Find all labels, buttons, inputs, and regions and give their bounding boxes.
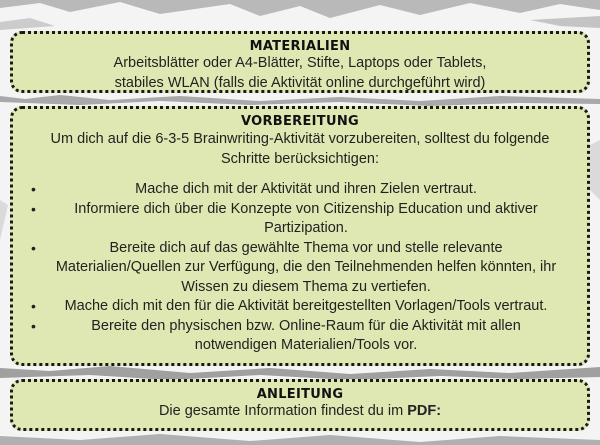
list-item-text: Bereite den physischen bzw. Online-Raum für die Aktivität mit allen notwendigen Materialien/Tools vor.: [91, 317, 521, 353]
bullet-icon: •: [31, 317, 36, 334]
bullet-icon: •: [31, 200, 36, 217]
bullet-icon: •: [31, 239, 36, 256]
materials-box: [10, 31, 590, 93]
materials-heading: MATERIALIEN: [249, 39, 351, 54]
list-item-text: Mache dich mit der Aktivität und ihren Zielen vertraut.: [135, 181, 477, 197]
list-item-text: Mache dich mit den für die Aktivität bereitgestellten Vorlagen/Tools vertraut.: [64, 298, 548, 314]
list-item: [13, 297, 587, 317]
preparation-intro: Um dich auf die 6-3-5 Brainwriting-Aktivität vorzubereiten, solltest du folgende Schritte berücksichtigen:: [50, 131, 550, 167]
list-item: [13, 200, 587, 239]
materials-text-line-1: Arbeitsblätter oder A4-Blätter, Stifte, Laptops oder Tablets,: [113, 55, 487, 71]
list-item: [13, 317, 587, 356]
instructions-box: [10, 379, 590, 431]
list-item: [13, 180, 587, 200]
bullet-icon: •: [31, 181, 36, 197]
bullet-icon: •: [31, 298, 36, 314]
instructions-text-body: Die gesamte Information findest du im: [158, 403, 408, 419]
pdf-link[interactable]: PDF:: [407, 403, 442, 419]
preparation-box: [10, 106, 590, 366]
preparation-list: [13, 180, 587, 356]
instructions-text: [13, 402, 587, 422]
list-item-text: Bereite dich auf das gewählte Thema vor und stelle relevante Materialien/Quellen zur Verfügung, die den Teilnehmenden helfen könnten, ihr Wissen zu diesem Thema zu vertiefen.: [55, 239, 557, 295]
preparation-heading: VORBEREITUNG: [241, 114, 359, 129]
materials-text-line-2: stabiles WLAN (falls die Aktivität online durchgeführt wird): [114, 74, 486, 91]
list-item: [13, 239, 587, 298]
list-item-text: Informiere dich über die Konzepte von Citizenship Education und aktiver Partizipation.: [74, 200, 538, 236]
instructions-heading: ANLEITUNG: [256, 387, 344, 402]
